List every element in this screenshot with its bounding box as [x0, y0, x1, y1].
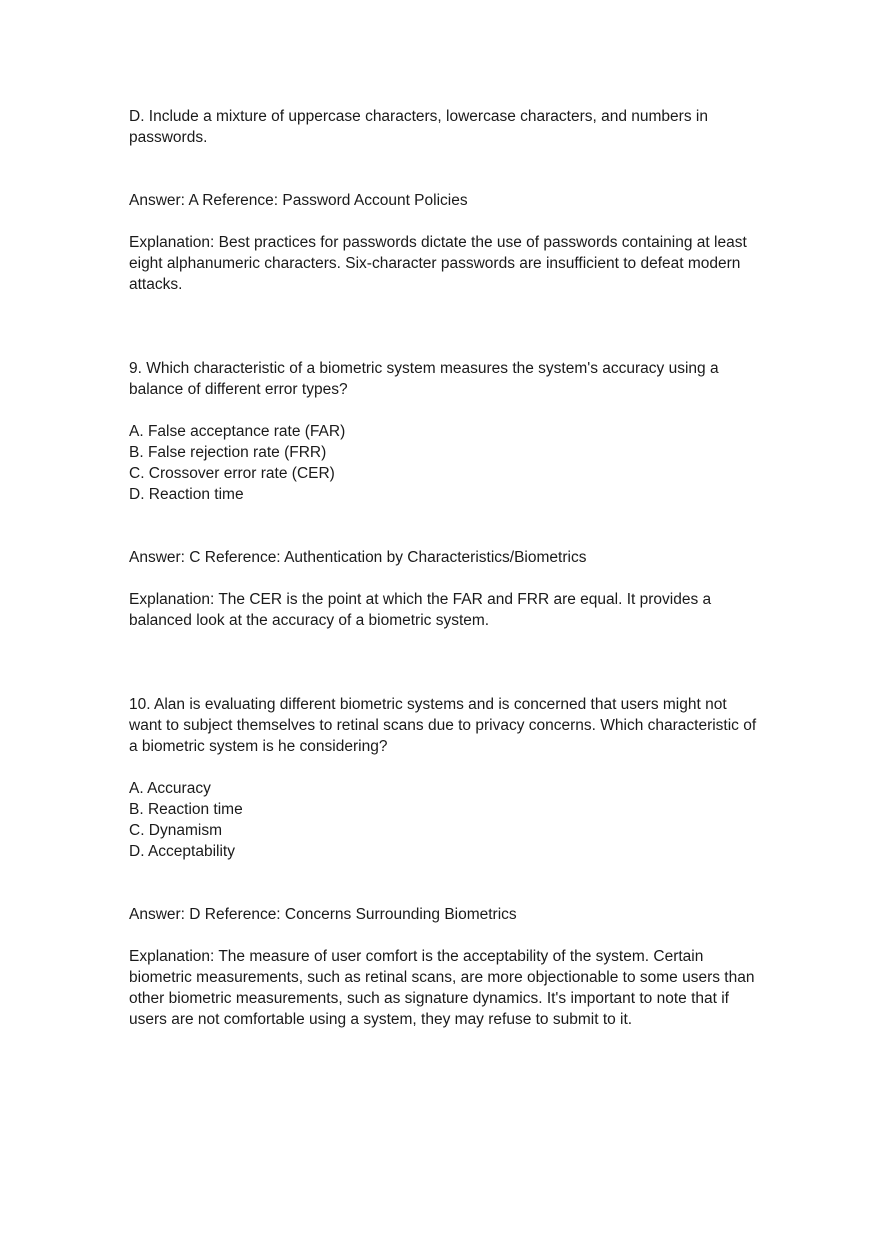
q10-option-c: C. Dynamism — [129, 822, 223, 839]
q10-option-d: D. Acceptability — [129, 843, 235, 860]
spacer — [129, 631, 759, 694]
q9-answer: Answer: C Reference: Authentication by Characteristics/Biometrics — [129, 549, 587, 566]
q9-option-d: D. Reaction time — [129, 486, 244, 503]
spacer — [129, 295, 759, 358]
q9-option-a: A. False acceptance rate (FAR) — [129, 423, 346, 440]
q8-answer: Answer: A Reference: Password Account Policies — [129, 192, 468, 209]
spacer — [129, 925, 759, 946]
q10-options — [129, 778, 759, 862]
spacer — [129, 148, 759, 190]
q8-explanation: Explanation: Best practices for passwords dictate the use of passwords containing at least eight alphanumeric characters. Six-character passwords are insufficient to defeat modern attacks. — [129, 234, 747, 293]
spacer — [129, 211, 759, 232]
q10-option-b: B. Reaction time — [129, 801, 243, 818]
q8-option-d: D. Include a mixture of uppercase characters, lowercase characters, and numbers in passwords. — [129, 108, 708, 146]
spacer — [129, 568, 759, 589]
q9-options — [129, 421, 759, 505]
q9-explanation: Explanation: The CER is the point at which the FAR and FRR are equal. It provides a balanced look at the accuracy of a biometric system. — [129, 591, 712, 629]
q10-explanation: Explanation: The measure of user comfort is the acceptability of the system. Certain biometric measurements, such as retinal scans, are more objectionable to some users than other biometric measurements, such as signature dynamics. It's important to note that if users are not comfortable using a system, they may refuse to submit to it. — [129, 948, 755, 1028]
q9-option-b: B. False rejection rate (FRR) — [129, 444, 327, 461]
spacer — [129, 862, 759, 904]
spacer — [129, 400, 759, 421]
q10-question: 10. Alan is evaluating different biometric systems and is concerned that users might not want to subject themselves to retinal scans due to privacy concerns. Which characteristic of a biometric system is he considering? — [129, 696, 757, 755]
q9-option-c: C. Crossover error rate (CER) — [129, 465, 335, 482]
q10-option-a: A. Accuracy — [129, 780, 211, 797]
page-content — [129, 106, 759, 1030]
q10-answer: Answer: D Reference: Concerns Surrounding Biometrics — [129, 906, 517, 923]
spacer — [129, 505, 759, 547]
spacer — [129, 757, 759, 778]
q9-question: 9. Which characteristic of a biometric system measures the system's accuracy using a balance of different error types? — [129, 360, 719, 398]
